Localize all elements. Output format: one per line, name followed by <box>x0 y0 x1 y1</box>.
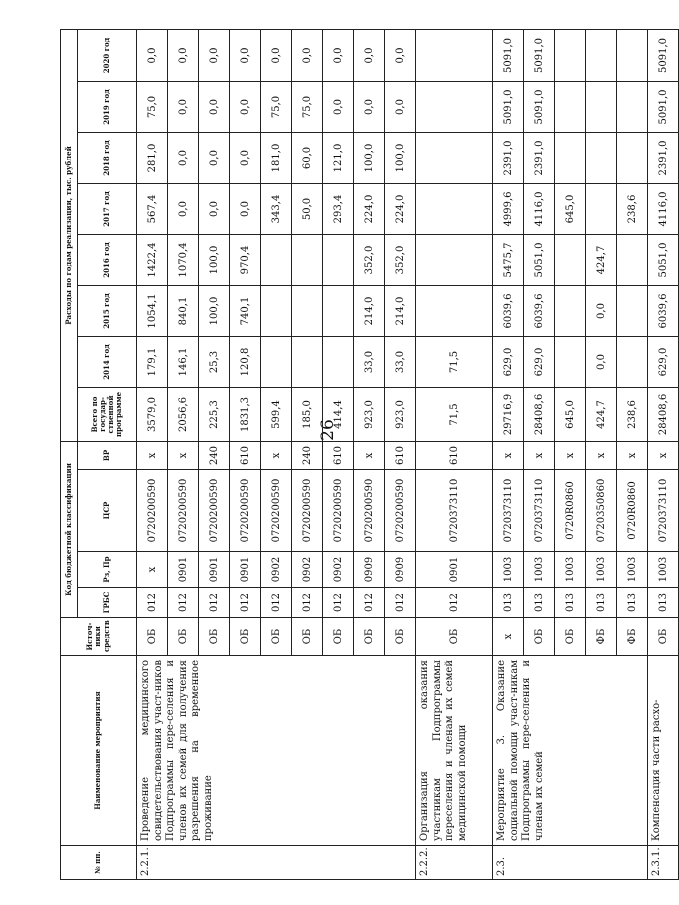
cell-total: 599,4 <box>261 387 292 441</box>
cell-year <box>617 234 648 285</box>
cell-total: 185,0 <box>292 387 323 441</box>
cell-csr: 0720350860 <box>586 470 617 552</box>
cell-grbs: 012 <box>323 588 354 618</box>
cell-year <box>323 285 354 336</box>
cell-vr: х <box>354 441 385 469</box>
cell-csr: 0720200590 <box>292 470 323 552</box>
cell-source: ОБ <box>137 618 168 656</box>
cell-year: 281,0 <box>137 132 168 183</box>
cell-year: 0,0 <box>168 183 199 234</box>
cell-source: х <box>493 618 524 656</box>
cell-total: 3579,0 <box>137 387 168 441</box>
cell-grbs: 012 <box>230 588 261 618</box>
cell-source: ОБ <box>292 618 323 656</box>
cell-year: 0,0 <box>168 29 199 81</box>
rotated-table-frame <box>60 30 669 880</box>
cell-year: 5091,0 <box>648 29 679 81</box>
cell-grbs: 012 <box>416 588 493 618</box>
cell-year <box>261 285 292 336</box>
cell-total: 923,0 <box>354 387 385 441</box>
cell-total: 424,7 <box>586 387 617 441</box>
cell-year: 4116,0 <box>648 183 679 234</box>
cell-year: 0,0 <box>385 81 416 132</box>
cell-grbs: 013 <box>617 588 648 618</box>
cell-rzpr: 0902 <box>292 552 323 588</box>
cell-year: 645,0 <box>555 183 586 234</box>
cell-csr: 0720R0860 <box>555 470 586 552</box>
cell-csr: 0720200590 <box>199 470 230 552</box>
cell-grbs: 012 <box>168 588 199 618</box>
cell-year: 4999,6 <box>493 183 524 234</box>
cell-source: ОБ <box>524 618 555 656</box>
expenditure-table <box>60 29 679 880</box>
cell-year <box>555 285 586 336</box>
cell-year: 224,0 <box>385 183 416 234</box>
cell-year <box>617 336 648 387</box>
header-year: 2017 год <box>78 183 137 234</box>
cell-vr: х <box>648 441 679 469</box>
cell-grbs: 013 <box>648 588 679 618</box>
cell-source: ОБ <box>354 618 385 656</box>
cell-grbs: 012 <box>385 588 416 618</box>
cell-csr: 0720200590 <box>354 470 385 552</box>
cell-year <box>617 132 648 183</box>
header-total: Всего по государ-ственной программе <box>78 387 137 441</box>
cell-csr: 0720200590 <box>168 470 199 552</box>
activity-name: Проведение медицинского освидетельствования участ-ников Подпрограммы пере-селения и членов их семей для получения разрешения на временное проживание <box>137 656 416 846</box>
cell-grbs: 013 <box>555 588 586 618</box>
cell-total: 28408,6 <box>524 387 555 441</box>
cell-year <box>555 81 586 132</box>
cell-year: 238,6 <box>617 183 648 234</box>
cell-vr: 610 <box>385 441 416 469</box>
cell-rzpr: 0902 <box>261 552 292 588</box>
cell-year: 0,0 <box>199 132 230 183</box>
cell-csr: 0720373110 <box>648 470 679 552</box>
cell-rzpr: 0901 <box>230 552 261 588</box>
cell-year: 0,0 <box>168 81 199 132</box>
cell-grbs: 013 <box>524 588 555 618</box>
cell-year <box>617 29 648 81</box>
cell-year: 100,0 <box>199 234 230 285</box>
cell-year: 0,0 <box>385 29 416 81</box>
budget-table <box>60 30 669 880</box>
cell-year: 5051,0 <box>524 234 555 285</box>
cell-vr: х <box>586 441 617 469</box>
cell-year: 0,0 <box>199 183 230 234</box>
cell-vr: х <box>137 441 168 469</box>
cell-total: 238,6 <box>617 387 648 441</box>
cell-vr: х <box>524 441 555 469</box>
cell-rzpr: 1003 <box>586 552 617 588</box>
cell-year <box>416 285 493 336</box>
cell-year: 0,0 <box>354 81 385 132</box>
cell-year: 0,0 <box>230 81 261 132</box>
cell-year <box>617 285 648 336</box>
cell-csr: 0720200590 <box>137 470 168 552</box>
cell-year <box>416 29 493 81</box>
header-year: 2019 год <box>78 81 137 132</box>
cell-csr: 0720200590 <box>230 470 261 552</box>
cell-year: 179,1 <box>137 336 168 387</box>
cell-year: 740,1 <box>230 285 261 336</box>
header-sources: Источ-ники средств <box>61 618 137 656</box>
cell-vr: х <box>555 441 586 469</box>
cell-year: 5091,0 <box>493 29 524 81</box>
page-number: 26 <box>318 419 338 441</box>
cell-year <box>261 234 292 285</box>
cell-rzpr: 0901 <box>416 552 493 588</box>
row-number: 2.3. <box>493 846 648 880</box>
header-num: № пп. <box>61 846 137 880</box>
cell-year <box>586 132 617 183</box>
cell-year: 181,0 <box>261 132 292 183</box>
cell-year <box>555 234 586 285</box>
cell-year: 2391,0 <box>493 132 524 183</box>
cell-csr: 0720373110 <box>524 470 555 552</box>
cell-total: 28408,6 <box>648 387 679 441</box>
cell-year: 1054,1 <box>137 285 168 336</box>
cell-year: 6039,6 <box>493 285 524 336</box>
header-year: 2016 год <box>78 234 137 285</box>
cell-source: ОБ <box>555 618 586 656</box>
cell-year <box>323 234 354 285</box>
cell-vr: х <box>261 441 292 469</box>
cell-year <box>586 29 617 81</box>
cell-year: 0,0 <box>199 29 230 81</box>
cell-year <box>617 81 648 132</box>
row-number: 2.3.1. <box>648 846 679 880</box>
cell-grbs: 013 <box>493 588 524 618</box>
cell-total: 2056,6 <box>168 387 199 441</box>
cell-csr: 0720R0860 <box>617 470 648 552</box>
activity-name: Организация оказания участникам Подпрограммы переселения и членам их семей медицинской помощи <box>416 656 493 846</box>
cell-year: 0,0 <box>323 29 354 81</box>
cell-year: 0,0 <box>199 81 230 132</box>
cell-vr: 240 <box>292 441 323 469</box>
cell-year: 5051,0 <box>648 234 679 285</box>
header-year: 2018 год <box>78 132 137 183</box>
header-name: Наименование мероприятия <box>61 656 137 846</box>
cell-year: 214,0 <box>354 285 385 336</box>
cell-total: 1831,3 <box>230 387 261 441</box>
cell-year: 121,0 <box>323 132 354 183</box>
cell-year: 5091,0 <box>648 81 679 132</box>
cell-year: 0,0 <box>354 29 385 81</box>
cell-year <box>555 336 586 387</box>
cell-csr: 0720373110 <box>493 470 524 552</box>
cell-rzpr: 1003 <box>493 552 524 588</box>
cell-year <box>323 336 354 387</box>
cell-year: 970,4 <box>230 234 261 285</box>
cell-year: 6039,6 <box>524 285 555 336</box>
cell-source: ОБ <box>199 618 230 656</box>
cell-rzpr: 1003 <box>648 552 679 588</box>
cell-grbs: 013 <box>586 588 617 618</box>
cell-vr: 610 <box>323 441 354 469</box>
cell-year: 0,0 <box>323 81 354 132</box>
cell-csr: 0720200590 <box>261 470 292 552</box>
row-number: 2.2.1. <box>137 846 416 880</box>
cell-year: 50,0 <box>292 183 323 234</box>
cell-year: 424,7 <box>586 234 617 285</box>
cell-year: 71,5 <box>416 336 493 387</box>
cell-year: 629,0 <box>524 336 555 387</box>
cell-rzpr: 0901 <box>168 552 199 588</box>
cell-total: 414,4 <box>323 387 354 441</box>
cell-source: ОБ <box>416 618 493 656</box>
header-year: 2014 год <box>78 336 137 387</box>
cell-year: 60,0 <box>292 132 323 183</box>
cell-year <box>292 285 323 336</box>
cell-year: 352,0 <box>385 234 416 285</box>
cell-source: ОБ <box>168 618 199 656</box>
cell-rzpr: 1003 <box>524 552 555 588</box>
cell-csr: 0720200590 <box>323 470 354 552</box>
cell-year: 352,0 <box>354 234 385 285</box>
cell-year: 146,1 <box>168 336 199 387</box>
cell-rzpr: 0902 <box>323 552 354 588</box>
cell-source: ОБ <box>648 618 679 656</box>
header-years-group: Расходы по годам реализации, тыс. рублей <box>61 29 78 441</box>
cell-year: 75,0 <box>292 81 323 132</box>
cell-grbs: 012 <box>199 588 230 618</box>
cell-year: 120,8 <box>230 336 261 387</box>
cell-year: 75,0 <box>261 81 292 132</box>
cell-rzpr: 0909 <box>354 552 385 588</box>
cell-total: 71,5 <box>416 387 493 441</box>
table-row <box>137 29 168 879</box>
cell-year: 75,0 <box>137 81 168 132</box>
cell-year: 100,0 <box>385 132 416 183</box>
cell-year: 293,4 <box>323 183 354 234</box>
cell-total: 923,0 <box>385 387 416 441</box>
cell-year: 25,3 <box>199 336 230 387</box>
cell-year: 224,0 <box>354 183 385 234</box>
row-number: 2.2.2. <box>416 846 493 880</box>
cell-grbs: 012 <box>354 588 385 618</box>
cell-vr: 610 <box>230 441 261 469</box>
cell-year <box>555 29 586 81</box>
cell-rzpr: 1003 <box>555 552 586 588</box>
cell-rzpr: 0901 <box>199 552 230 588</box>
cell-year: 1070,4 <box>168 234 199 285</box>
cell-rzpr: х <box>137 552 168 588</box>
cell-source: ОБ <box>385 618 416 656</box>
header-vr: ВР <box>78 441 137 469</box>
cell-year: 567,4 <box>137 183 168 234</box>
cell-year: 5091,0 <box>493 81 524 132</box>
cell-year: 0,0 <box>586 336 617 387</box>
cell-vr: х <box>617 441 648 469</box>
cell-year: 0,0 <box>230 29 261 81</box>
cell-year: 100,0 <box>199 285 230 336</box>
table-row <box>648 29 679 879</box>
cell-rzpr: 1003 <box>617 552 648 588</box>
cell-year: 343,4 <box>261 183 292 234</box>
cell-vr: 240 <box>199 441 230 469</box>
cell-year: 0,0 <box>230 132 261 183</box>
cell-year <box>555 132 586 183</box>
cell-year: 0,0 <box>230 183 261 234</box>
cell-year: 0,0 <box>586 285 617 336</box>
cell-source: ОБ <box>230 618 261 656</box>
cell-year: 4116,0 <box>524 183 555 234</box>
cell-grbs: 012 <box>137 588 168 618</box>
cell-source: ОБ <box>261 618 292 656</box>
cell-year: 0,0 <box>261 29 292 81</box>
cell-year: 214,0 <box>385 285 416 336</box>
cell-grbs: 012 <box>292 588 323 618</box>
cell-year <box>416 183 493 234</box>
header-year: 2020 год <box>78 29 137 81</box>
cell-year: 6039,6 <box>648 285 679 336</box>
cell-year: 5091,0 <box>524 81 555 132</box>
cell-year: 840,1 <box>168 285 199 336</box>
cell-source: ОБ <box>323 618 354 656</box>
activity-name: Мероприятие 3. Оказание социальной помощи участ-никам Подпрограммы пере-селения и членам их семей <box>493 656 648 846</box>
cell-vr: х <box>168 441 199 469</box>
header-csr: ЦСР <box>78 470 137 552</box>
cell-year: 5475,7 <box>493 234 524 285</box>
cell-year <box>416 132 493 183</box>
cell-source: ФБ <box>586 618 617 656</box>
cell-rzpr: 0909 <box>385 552 416 588</box>
cell-year: 1422,4 <box>137 234 168 285</box>
cell-year: 2391,0 <box>524 132 555 183</box>
cell-year: 0,0 <box>168 132 199 183</box>
cell-year <box>586 183 617 234</box>
cell-total: 29716,9 <box>493 387 524 441</box>
cell-year: 0,0 <box>292 29 323 81</box>
header-rzpr: Рз, Пр <box>78 552 137 588</box>
cell-source: ФБ <box>617 618 648 656</box>
cell-vr: х <box>493 441 524 469</box>
activity-name: Компенсация части расхо- <box>648 656 679 846</box>
cell-year <box>292 234 323 285</box>
cell-year: 0,0 <box>137 29 168 81</box>
header-grbs: ГРБС <box>78 588 137 618</box>
header-budget-code-group: Код бюджетной классификации <box>61 441 78 617</box>
cell-total: 645,0 <box>555 387 586 441</box>
cell-csr: 0720200590 <box>385 470 416 552</box>
cell-year <box>261 336 292 387</box>
cell-year: 33,0 <box>354 336 385 387</box>
cell-year: 2391,0 <box>648 132 679 183</box>
cell-csr: 0720373110 <box>416 470 493 552</box>
cell-year: 100,0 <box>354 132 385 183</box>
table-row <box>416 29 493 879</box>
header-year: 2015 год <box>78 285 137 336</box>
cell-year <box>292 336 323 387</box>
cell-year <box>586 81 617 132</box>
cell-vr: 610 <box>416 441 493 469</box>
cell-total: 225,3 <box>199 387 230 441</box>
cell-year <box>416 81 493 132</box>
table-row <box>493 29 524 879</box>
cell-year: 629,0 <box>648 336 679 387</box>
cell-year <box>416 234 493 285</box>
cell-grbs: 012 <box>261 588 292 618</box>
cell-year: 33,0 <box>385 336 416 387</box>
cell-year: 5091,0 <box>524 29 555 81</box>
cell-year: 629,0 <box>493 336 524 387</box>
